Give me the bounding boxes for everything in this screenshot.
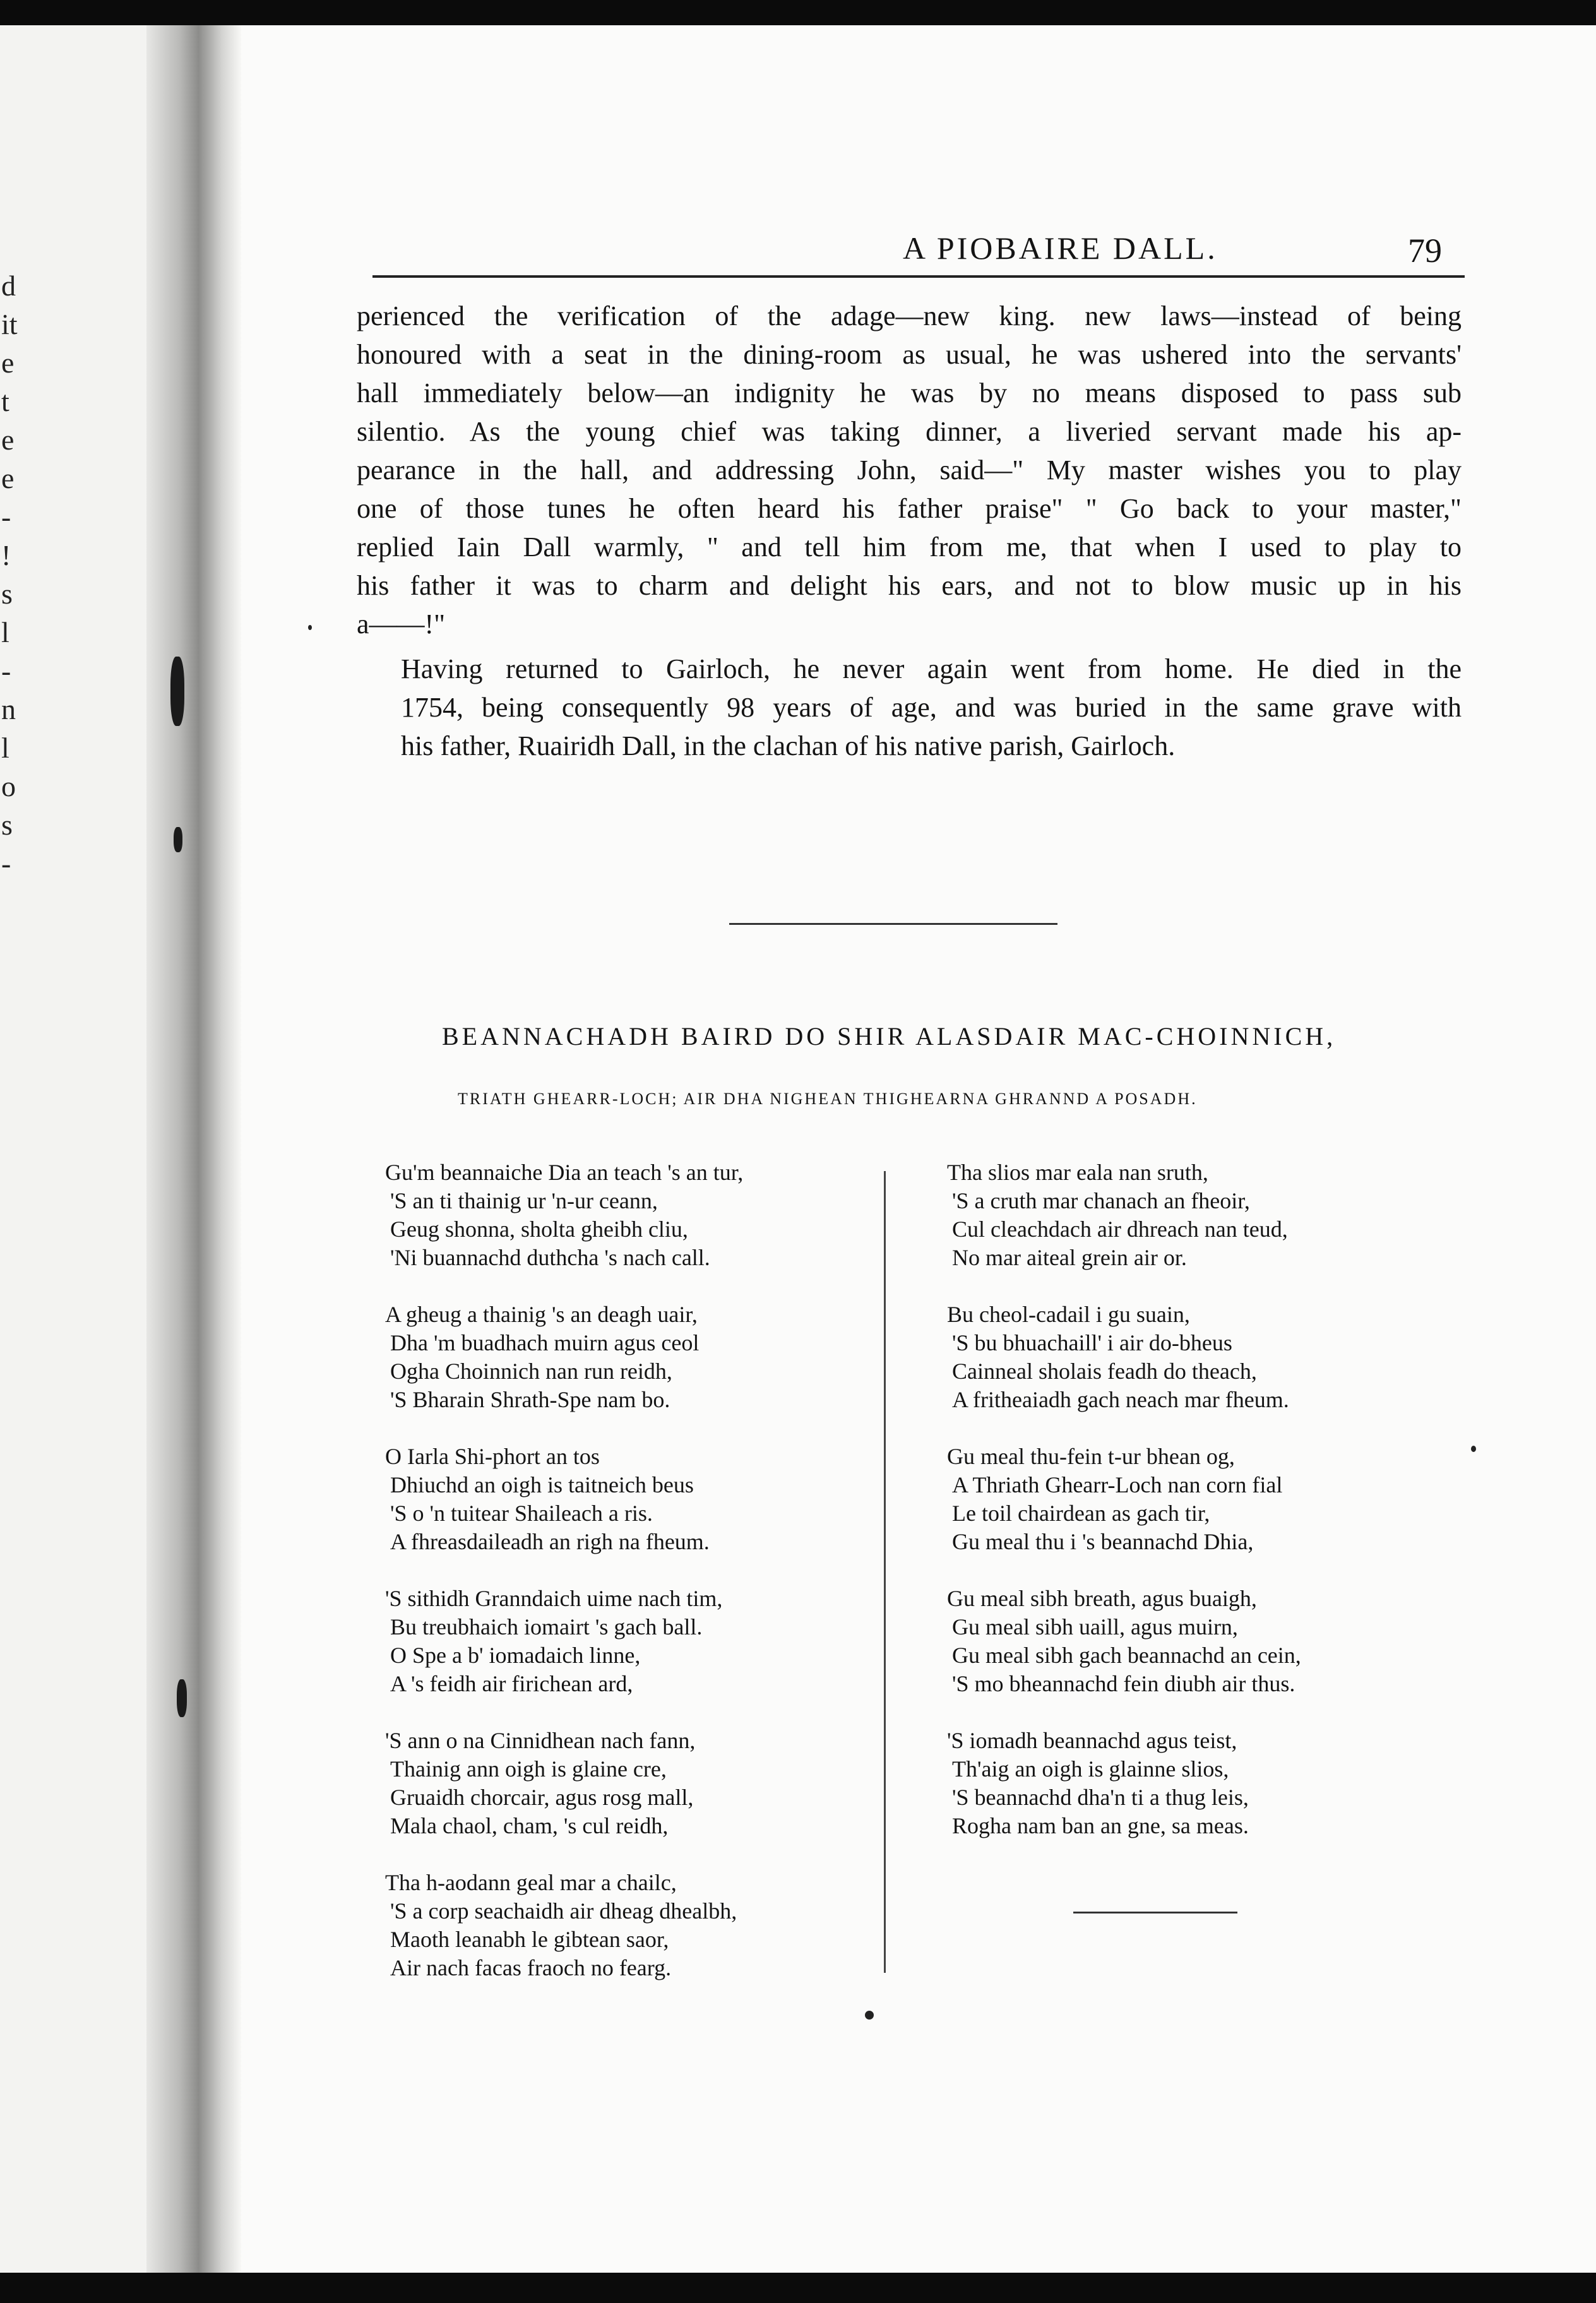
left-edge-char: s bbox=[1, 578, 13, 610]
text-line: silentio. As the young chief was taking dinner, a liveried servant made his ap- bbox=[357, 416, 1462, 447]
running-header bbox=[372, 201, 1484, 270]
left-edge-char: l bbox=[1, 616, 9, 648]
paragraph-1 bbox=[357, 297, 1462, 643]
verse-line: 'S Bharain Shrath-Spe nam bo. bbox=[390, 1387, 670, 1412]
stanza bbox=[385, 1869, 878, 1982]
scan-bottom-edge bbox=[0, 2273, 1596, 2303]
verse-line: Dhiuchd an oigh is taitneich beus bbox=[390, 1472, 694, 1497]
left-edge-char: ! bbox=[1, 539, 11, 571]
verse-line: Gu meal sibh gach beannachd an cein, bbox=[952, 1643, 1301, 1668]
text-line: one of those tunes he often heard his father praise" " Go back to your master," bbox=[357, 493, 1462, 524]
left-edge-char: s bbox=[1, 809, 13, 841]
gutter-blot bbox=[177, 1679, 187, 1717]
verse-line: A fritheaiadh gach neach mar fheum. bbox=[952, 1387, 1289, 1412]
verse-line: 'S bu bhuachaill' i air do-bheus bbox=[952, 1330, 1232, 1355]
verse-line: Rogha nam ban an gne, sa meas. bbox=[952, 1813, 1249, 1838]
verse-line: Th'aig an oigh is glainne slios, bbox=[952, 1756, 1229, 1782]
stanza bbox=[947, 1727, 1427, 1840]
verse-line: Le toil chairdean as gach tir, bbox=[952, 1501, 1210, 1526]
verse-line: A fhreasdaileadh an righ na fheum. bbox=[390, 1529, 710, 1554]
verse-line: Tha slios mar eala nan sruth, bbox=[947, 1160, 1208, 1185]
verse-line: A 's feidh air firichean ard, bbox=[390, 1671, 633, 1696]
end-rule bbox=[1073, 1912, 1237, 1913]
left-edge-char: d bbox=[1, 270, 16, 302]
verse-line: Gu'm beannaiche Dia an teach 's an tur, bbox=[385, 1160, 744, 1185]
verse-line: Air nach facas fraoch no fearg. bbox=[390, 1955, 672, 1980]
text-line: his father, Ruairidh Dall, in the clachan of his native parish, Gairloch. bbox=[401, 730, 1176, 761]
ink-speck bbox=[308, 625, 312, 630]
verse-line: Gu meal sibh uaill, agus muirn, bbox=[952, 1614, 1238, 1639]
verse-line: Bu treubhaich iomairt 's gach ball. bbox=[390, 1614, 703, 1639]
poem-right-column bbox=[947, 1158, 1427, 1869]
verse-line: Dha 'm buadhach muirn agus ceol bbox=[390, 1330, 700, 1355]
text-line: hall immediately below—an indignity he was by no means disposed to pass sub bbox=[357, 378, 1462, 408]
stanza bbox=[385, 1585, 878, 1698]
left-edge-char: e bbox=[1, 462, 15, 494]
left-edge-char: o bbox=[1, 770, 16, 802]
stanza bbox=[385, 1727, 878, 1840]
verse-line: Geug shonna, sholta gheibh cliu, bbox=[390, 1217, 688, 1242]
verse-line: Gu meal sibh breath, agus buaigh, bbox=[947, 1586, 1257, 1611]
verse-line: Mala chaol, cham, 's cul reidh, bbox=[390, 1813, 669, 1838]
stanza bbox=[385, 1443, 878, 1556]
left-edge-char: e bbox=[1, 347, 15, 379]
running-title: A PIOBAIRE DALL. bbox=[903, 230, 1218, 266]
text-line: perienced the verification of the adage—new king. new laws—instead of being bbox=[357, 301, 1462, 331]
verse-line: Ogha Choinnich nan run reidh, bbox=[390, 1359, 672, 1384]
text-line: honoured with a seat in the dining-room as usual, he was ushered into the servants' bbox=[357, 339, 1462, 370]
verse-line: Gu meal thu-fein t-ur bhean og, bbox=[947, 1444, 1235, 1469]
column-divider bbox=[884, 1171, 886, 1973]
verse-line: 'S an ti thainig ur 'n-ur ceann, bbox=[390, 1188, 658, 1213]
verse-line: Bu cheol-cadail i gu suain, bbox=[947, 1302, 1190, 1327]
verse-line: A Thriath Ghearr-Loch nan corn fial bbox=[952, 1472, 1283, 1497]
verse-line: Thainig ann oigh is glaine cre, bbox=[390, 1756, 667, 1782]
left-edge-char: n bbox=[1, 693, 16, 725]
text-line: his father it was to charm and delight his ears, and not to blow music up in his bbox=[357, 570, 1462, 601]
gutter-blot bbox=[170, 657, 184, 726]
left-edge-char: it bbox=[1, 308, 18, 340]
verse-line: O Iarla Shi-phort an tos bbox=[385, 1444, 600, 1469]
left-edge-char: t bbox=[1, 385, 9, 417]
section-separator-rule bbox=[729, 923, 1057, 925]
left-edge-char: - bbox=[1, 501, 11, 533]
text-line: a——!" bbox=[357, 609, 446, 640]
text-line: replied Iain Dall warmly, " and tell him from me, that when I used to play to bbox=[357, 532, 1462, 562]
text-line: pearance in the hall, and addressing John, said—" My master wishes you to play bbox=[357, 455, 1462, 485]
left-edge-char: - bbox=[1, 655, 11, 687]
ink-speck bbox=[865, 2011, 874, 2020]
poem-left-column bbox=[385, 1158, 878, 2011]
verse-line: 'S iomadh beannachd agus teist, bbox=[947, 1728, 1237, 1753]
verse-line: Gu meal thu i 's beannachd Dhia, bbox=[952, 1529, 1254, 1554]
verse-line: 'S mo bheannachd fein diubh air thus. bbox=[952, 1671, 1295, 1696]
page-number: 79 bbox=[1408, 232, 1442, 270]
ink-speck bbox=[1471, 1446, 1476, 1452]
verse-line: Cul cleachdach air dhreach nan teud, bbox=[952, 1217, 1288, 1242]
verse-line: Tha h-aodann geal mar a chailc, bbox=[385, 1870, 677, 1895]
verse-line: Gruaidh chorcair, agus rosg mall, bbox=[390, 1785, 694, 1810]
text-line: 1754, being consequently 98 years of age, and was buried in the same grave with bbox=[401, 692, 1462, 723]
header-rule bbox=[372, 275, 1465, 278]
stanza bbox=[385, 1300, 878, 1414]
stanza bbox=[385, 1158, 878, 1272]
stanza bbox=[947, 1300, 1427, 1414]
prose-text bbox=[357, 297, 1462, 765]
verse-line: Cainneal sholais feadh do theach, bbox=[952, 1359, 1257, 1384]
left-edge-char: - bbox=[1, 847, 11, 879]
verse-line: A gheug a thainig 's an deagh uair, bbox=[385, 1302, 698, 1327]
verse-line: 'S a corp seachaidh air dheag dhealbh, bbox=[390, 1898, 737, 1924]
verse-line: No mar aiteal grein air or. bbox=[952, 1245, 1187, 1270]
left-page-sliver bbox=[0, 25, 158, 2273]
verse-line: 'S ann o na Cinnidhean nach fann, bbox=[385, 1728, 696, 1753]
paragraph-2 bbox=[357, 650, 1462, 765]
stanza bbox=[947, 1443, 1427, 1556]
stanza bbox=[947, 1585, 1427, 1698]
verse-line: O Spe a b' iomadaich linne, bbox=[390, 1643, 641, 1668]
verse-line: 'S a cruth mar chanach an fheoir, bbox=[952, 1188, 1250, 1213]
verse-line: Maoth leanabh le gibtean saor, bbox=[390, 1927, 669, 1952]
poem-title: BEANNACHADH BAIRD DO SHIR ALASDAIR MAC-CHOINNICH, bbox=[442, 1022, 1337, 1050]
verse-line: 'Ni buannachd duthcha 's nach call. bbox=[390, 1245, 710, 1270]
poem-subtitle: TRIATH GHEARR-LOCH; AIR DHA NIGHEAN THIGHEARNA GHRANND A POSADH. bbox=[458, 1090, 1198, 1108]
left-edge-char: e bbox=[1, 424, 15, 456]
book-gutter bbox=[146, 25, 241, 2273]
text-line: Having returned to Gairloch, he never again went from home. He died in the bbox=[401, 653, 1462, 684]
stanza bbox=[947, 1158, 1427, 1272]
verse-line: 'S o 'n tuitear Shaileach a ris. bbox=[390, 1501, 653, 1526]
gutter-blot bbox=[174, 827, 182, 852]
verse-line: 'S sithidh Granndaich uime nach tim, bbox=[385, 1586, 723, 1611]
left-edge-char: l bbox=[1, 732, 9, 764]
verse-line: 'S beannachd dha'n ti a thug leis, bbox=[952, 1785, 1249, 1810]
